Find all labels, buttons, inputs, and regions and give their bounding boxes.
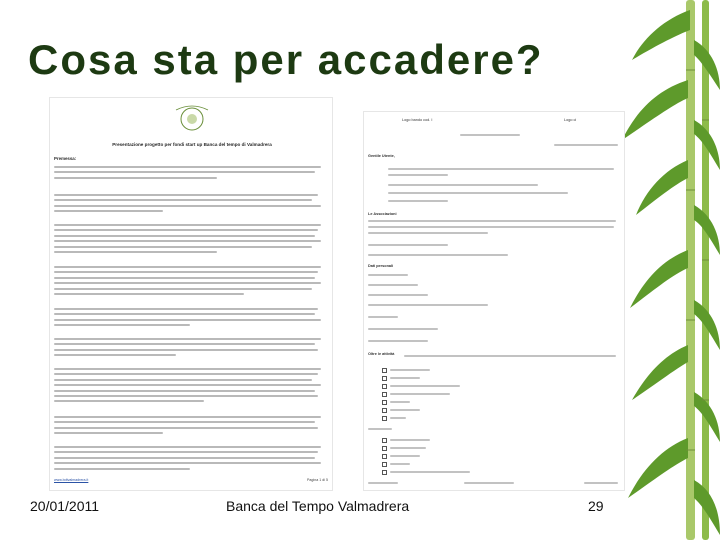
form-section-associations: Le Associazioni	[368, 212, 397, 216]
form-header-left: Logo bando cod. I	[402, 118, 433, 122]
form-checkbox[interactable]	[382, 408, 387, 413]
document-footer-page: Pagina 1 di 5	[307, 478, 328, 482]
document-footer	[54, 478, 328, 486]
text-paragraph	[54, 266, 326, 298]
footer-organization: Banca del Tempo Valmadrera	[226, 498, 410, 514]
form-greeting: Gentile Utente,	[368, 154, 395, 158]
text-paragraph	[54, 308, 326, 330]
form-section-activities: Oltre le attività	[368, 352, 395, 356]
footer-page-number: 29	[588, 498, 604, 514]
document-footer-link[interactable]: www.bdtvalmadrera.it	[54, 478, 89, 482]
text-paragraph	[54, 416, 326, 438]
form-checkbox[interactable]	[382, 446, 387, 451]
document-premise-label: Premessa:	[54, 156, 77, 161]
slide-title: Cosa sta per accadere?	[28, 36, 544, 83]
form-checkbox[interactable]	[382, 438, 387, 443]
form-checkbox[interactable]	[382, 462, 387, 467]
form-header-right: Logo ci	[564, 118, 577, 122]
form-checkbox[interactable]	[382, 400, 387, 405]
text-paragraph	[54, 224, 326, 256]
text-paragraph	[54, 338, 326, 360]
form-checkbox[interactable]	[382, 470, 387, 475]
form-checkbox[interactable]	[382, 454, 387, 459]
form-document-thumbnail	[364, 112, 624, 490]
form-checkbox[interactable]	[382, 384, 387, 389]
form-checkbox[interactable]	[382, 416, 387, 421]
text-paragraph	[54, 368, 326, 406]
form-checkbox[interactable]	[382, 376, 387, 381]
form-checkbox[interactable]	[382, 392, 387, 397]
bank-logo-icon	[166, 104, 218, 134]
bamboo-decoration	[612, 0, 720, 540]
footer-date: 20/01/2011	[30, 498, 100, 514]
form-section-personal: Dati personali	[368, 264, 394, 268]
text-paragraph	[54, 194, 326, 216]
text-paragraph	[54, 446, 326, 473]
project-document-thumbnail	[50, 98, 332, 490]
form-checkbox[interactable]	[382, 368, 387, 373]
text-paragraph	[54, 166, 326, 182]
document-heading: Presentazione progetto per fondi start up Banca del tempo di Valmadrera	[112, 142, 272, 147]
